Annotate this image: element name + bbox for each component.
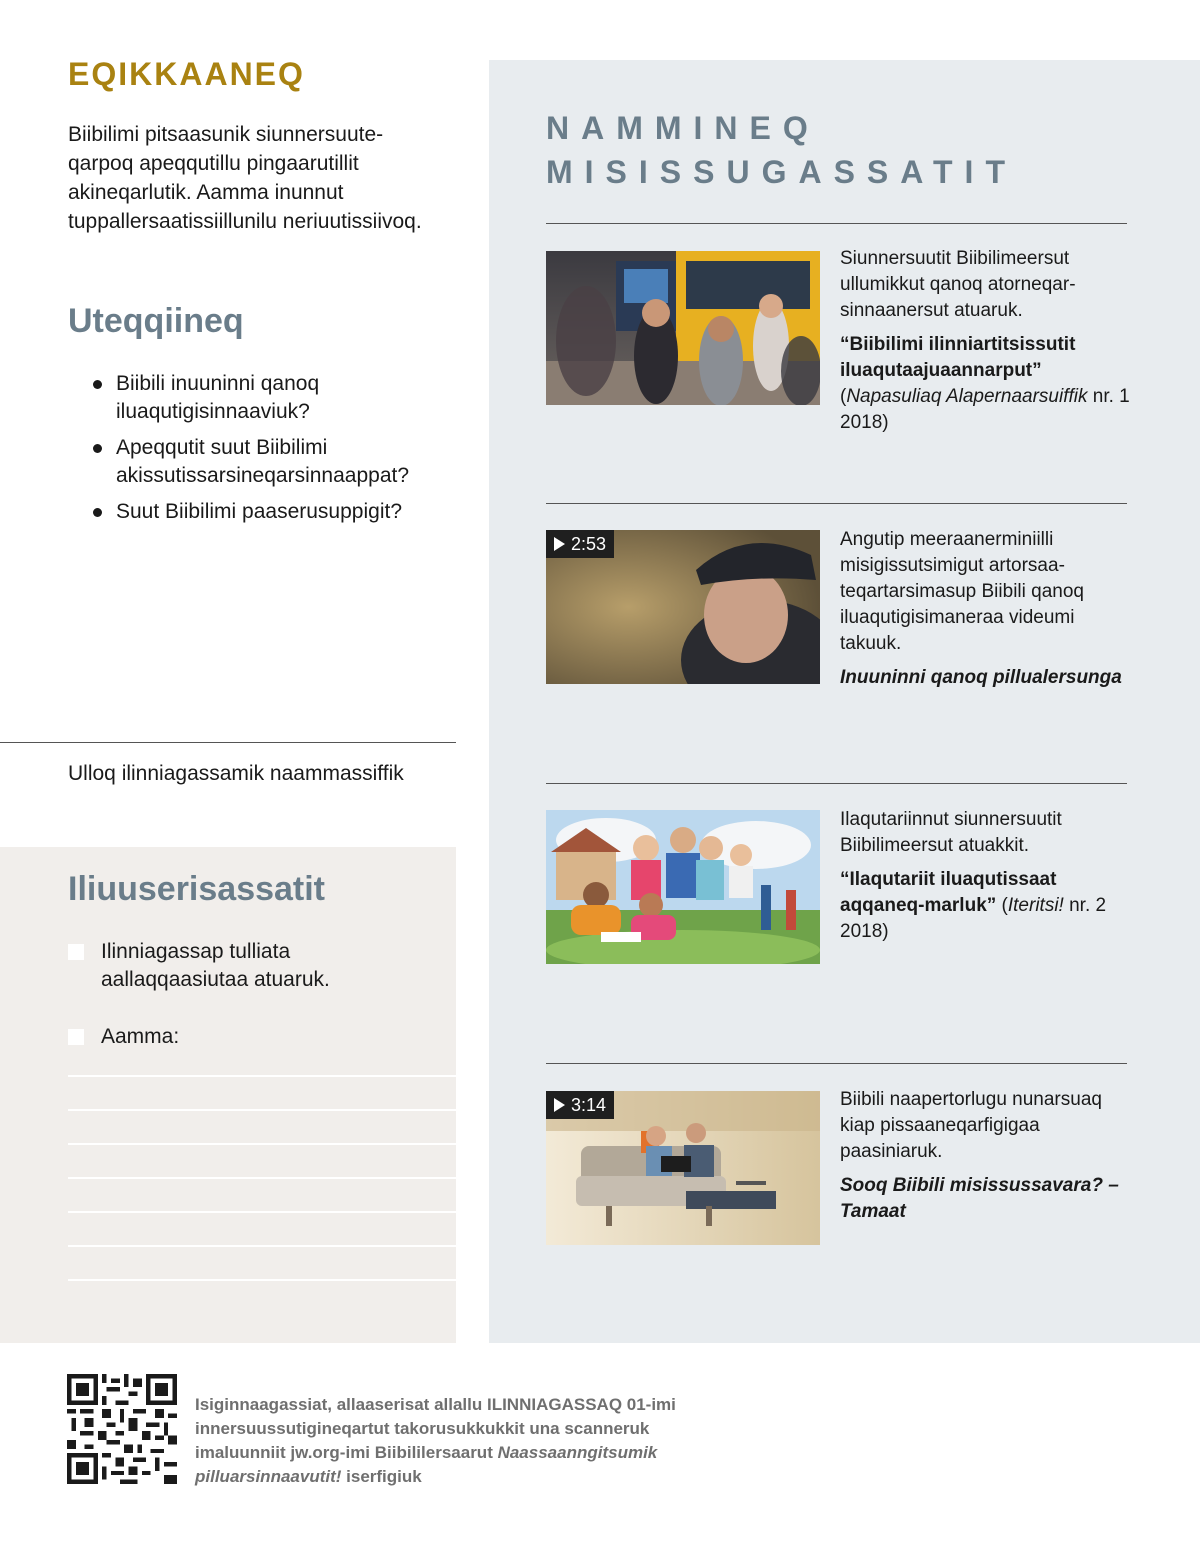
write-line[interactable] [68, 1245, 456, 1247]
goals-panel [0, 847, 456, 1343]
video-card-text [840, 1087, 1130, 1233]
divider [546, 1063, 1127, 1064]
footer-note: Isiginnaagassiat, allaaserisat allallu ILINNIAGASSAQ 01-imi innersuussutigineqartut takorusukkukkit una scanneruk imaluunniit jw.org-imi Biibililersaarut Naassaanngitsumik pilluarsinnaavutit! iserfigiuk [195, 1395, 676, 1486]
qr-code-icon [67, 1374, 177, 1484]
write-line[interactable] [68, 1075, 456, 1077]
play-icon [554, 1098, 565, 1112]
brochure-title: Naassaanngitsumik pilluarsinnaavutit! [195, 1443, 658, 1486]
card-description: Biibili naapertorlugu nunarsuaq kiap pissaaneqarfigigaa paasiniaruk. [840, 1089, 1102, 1162]
review-item: Biibili inuuninni qanoq iluaqutigisinnaaviuk? [92, 370, 452, 426]
goal-checkbox[interactable] [68, 944, 84, 960]
goal-label: Aamma: [101, 1025, 180, 1048]
summary-heading: EQIKKAANEQ [68, 56, 305, 92]
review-heading: Uteqqiineq [68, 302, 244, 340]
write-line[interactable] [68, 1143, 456, 1145]
article-thumbnail[interactable] [546, 810, 820, 964]
goal-item [68, 938, 438, 994]
article-title-link[interactable]: “Biibilimi ilinniartitsissutit iluaqutaajuaannarput” [840, 334, 1076, 381]
review-item: Suut Biibilimi paaserusuppigit? [92, 498, 452, 526]
article-thumbnail[interactable] [546, 251, 820, 405]
write-line[interactable] [68, 1211, 456, 1213]
card-description: Siunnersuutit Biibilimeersut ullumikkut qanoq atorneqarsinnaanersut atuaruk. [840, 248, 1076, 321]
video-card-text [840, 527, 1130, 699]
next-lesson-date-label: Ulloq ilinniagassamik naammassiffik [68, 762, 404, 785]
play-icon [554, 537, 565, 551]
publication-name: Napasuliaq Alapernaarsuiffik [846, 386, 1088, 407]
goal-label: Ilinniagassap tulliata aallaqqaasiutaa atuaruk. [101, 940, 330, 991]
train-station-image [546, 251, 820, 405]
qr-code[interactable] [67, 1374, 177, 1484]
review-list [92, 370, 452, 534]
article-card-text: Ilaqutariinnut siunnersuutit Biibilimeersut atuakkit. “Ilaqutariit iluaqutissaat aqqaneq-marluk” (Iteritsi! nr. 2 2018) [840, 807, 1130, 953]
video-thumbnail[interactable] [546, 530, 820, 684]
write-line[interactable] [68, 1177, 456, 1179]
card-description: Angutip meeraanerminiilli misigissutsimigut artorsaateqartarsimasup Biibili qanoq iluaqutigisimaneraa videumi takuuk. [840, 529, 1084, 654]
explore-heading: NAMMINEQ MISISSUGASSATIT [546, 110, 1017, 190]
family-illustration-image [546, 810, 820, 964]
write-line[interactable] [68, 1109, 456, 1111]
video-duration-badge: 2:53 [546, 530, 614, 558]
card-description: Ilaqutariinnut siunnersuutit Biibilimeersut atuakkit. [840, 809, 1062, 856]
write-line[interactable] [68, 1279, 456, 1281]
summary-text: Biibilimi pitsaasunik siunnersuuteqarpoq apeqqutillu pingaarutillit akineqarlutik. Aamma inunnut tuppallersaatissiillunilu neriuutissiivoq. [68, 123, 422, 233]
article-card-text: Siunnersuutit Biibilimeersut ullumikkut qanoq atorneqarsinnaanersut atuaruk. “Biibilimi ilinniartitsissutit iluaqutaajuaannarput” (Napasuliaq Alapernaarsuiffik nr. 1 2018) [840, 248, 1130, 433]
publication-name: Iteritsi! [1007, 895, 1064, 916]
goals-heading: Iliuuserisassatit [68, 870, 326, 908]
goal-item [68, 1023, 438, 1051]
divider [546, 223, 1127, 224]
video-duration-badge: 3:14 [546, 1091, 614, 1119]
divider [546, 503, 1127, 504]
article-title-link[interactable]: “Ilaqutariit iluaqutissaat aqqaneq-marluk” [840, 869, 1057, 916]
divider [0, 742, 456, 743]
video-thumbnail[interactable] [546, 1091, 820, 1245]
divider [546, 783, 1127, 784]
video-title-link[interactable]: Inuuninni qanoq pillualersunga [840, 667, 1122, 688]
video-title-link[interactable]: Sooq Biibili misissussavara? – Tamaat [840, 1175, 1119, 1222]
goal-checkbox[interactable] [68, 1029, 84, 1045]
review-item: Apeqqutit suut Biibilimi akissutissarsineqarsinnaappat? [92, 434, 452, 490]
